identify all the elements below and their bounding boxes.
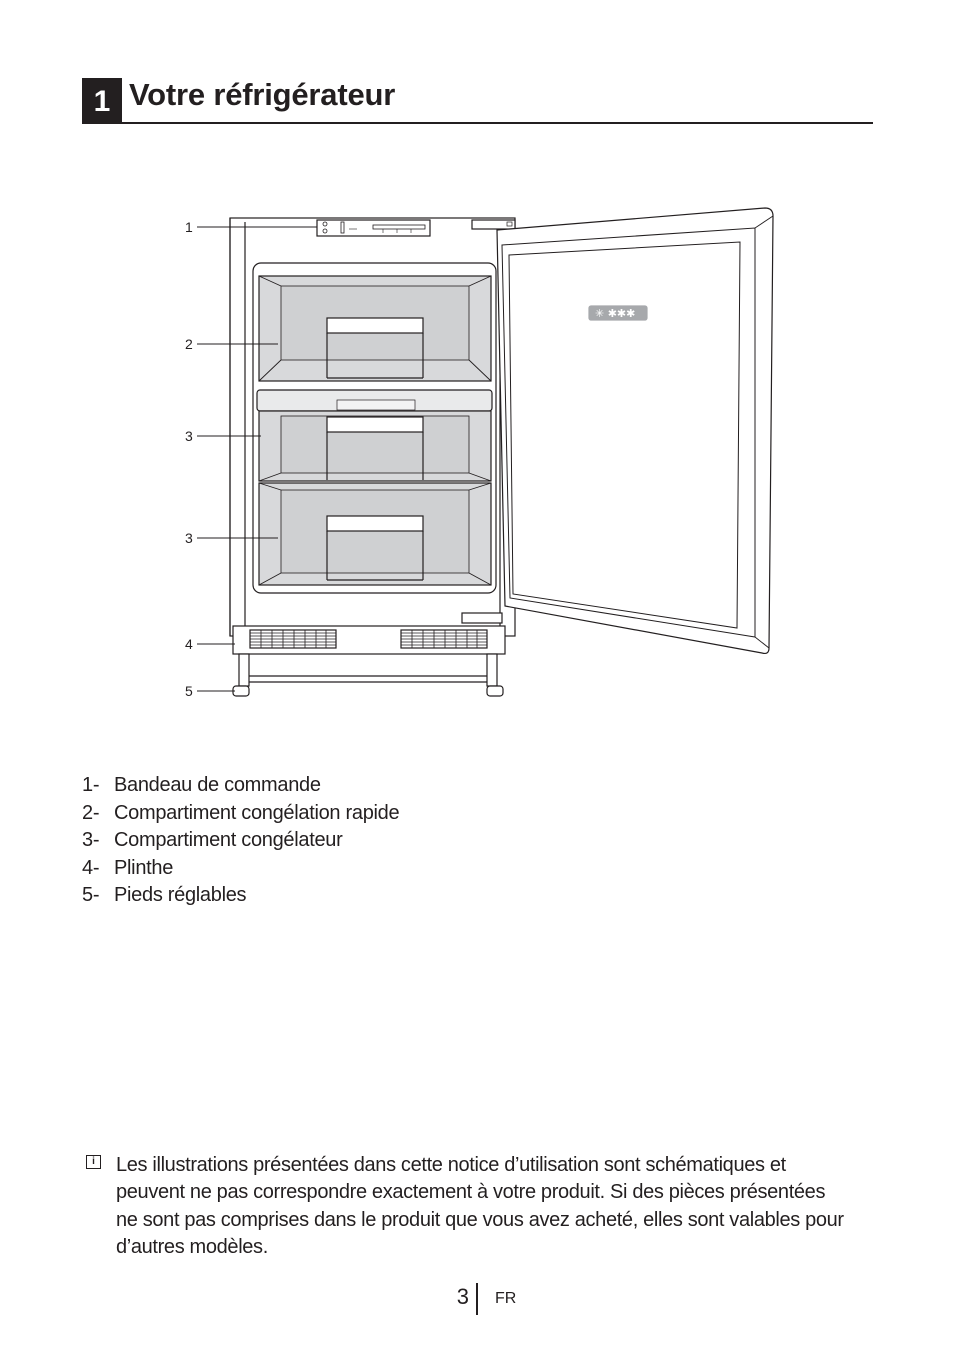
footer-divider bbox=[476, 1283, 478, 1315]
item-label: Compartiment congélateur bbox=[114, 829, 343, 851]
control-panel bbox=[317, 220, 430, 236]
door-outline bbox=[497, 208, 773, 653]
list-item bbox=[82, 855, 399, 883]
item-number: 4- bbox=[82, 856, 100, 879]
title-underline bbox=[82, 122, 873, 124]
callout-3: 3 bbox=[185, 428, 193, 444]
freezer-diagram bbox=[175, 200, 785, 710]
callout-5: 5 bbox=[185, 683, 193, 699]
list-item bbox=[82, 827, 399, 855]
callout-1: 1 bbox=[185, 219, 193, 235]
info-note bbox=[86, 1152, 846, 1261]
svg-text:✳ ✱✱✱: ✳ ✱✱✱ bbox=[595, 307, 636, 320]
callout-3b: 3 bbox=[185, 530, 193, 546]
callout-2: 2 bbox=[185, 336, 193, 352]
item-label: Plinthe bbox=[114, 856, 174, 879]
info-icon: i bbox=[86, 1155, 101, 1169]
callout-4: 4 bbox=[185, 636, 193, 652]
list-item bbox=[82, 772, 399, 800]
list-item bbox=[82, 882, 399, 910]
section-number: 1 bbox=[82, 78, 122, 123]
language-code: FR bbox=[495, 1290, 517, 1307]
adjustable-foot-left bbox=[233, 686, 249, 696]
adjustable-foot-right bbox=[487, 686, 503, 696]
item-label: Compartiment congélation rapide bbox=[114, 801, 400, 824]
item-number: 1- bbox=[82, 774, 100, 796]
page-footer bbox=[0, 1283, 954, 1315]
section-header bbox=[82, 78, 873, 124]
item-label: Bandeau de commande bbox=[114, 774, 321, 796]
page-number: 3 bbox=[456, 1284, 469, 1309]
page-title: Votre réfrigérateur bbox=[129, 77, 396, 112]
item-label: Pieds réglables bbox=[114, 884, 247, 906]
parts-list bbox=[82, 772, 399, 910]
note-text: Les illustrations présentées dans cette notice d’utilisation sont schématiques et peuvent ne pas correspondre exactement à votre produit. Si des pièces présentées ne sont pas comprises dans le produit que vous avez acheté, elles sont valables pour d’autres modèles. bbox=[116, 1154, 844, 1258]
list-item bbox=[82, 800, 399, 828]
item-number: 5- bbox=[82, 884, 100, 906]
item-number: 3- bbox=[82, 829, 100, 851]
item-number: 2- bbox=[82, 801, 100, 824]
